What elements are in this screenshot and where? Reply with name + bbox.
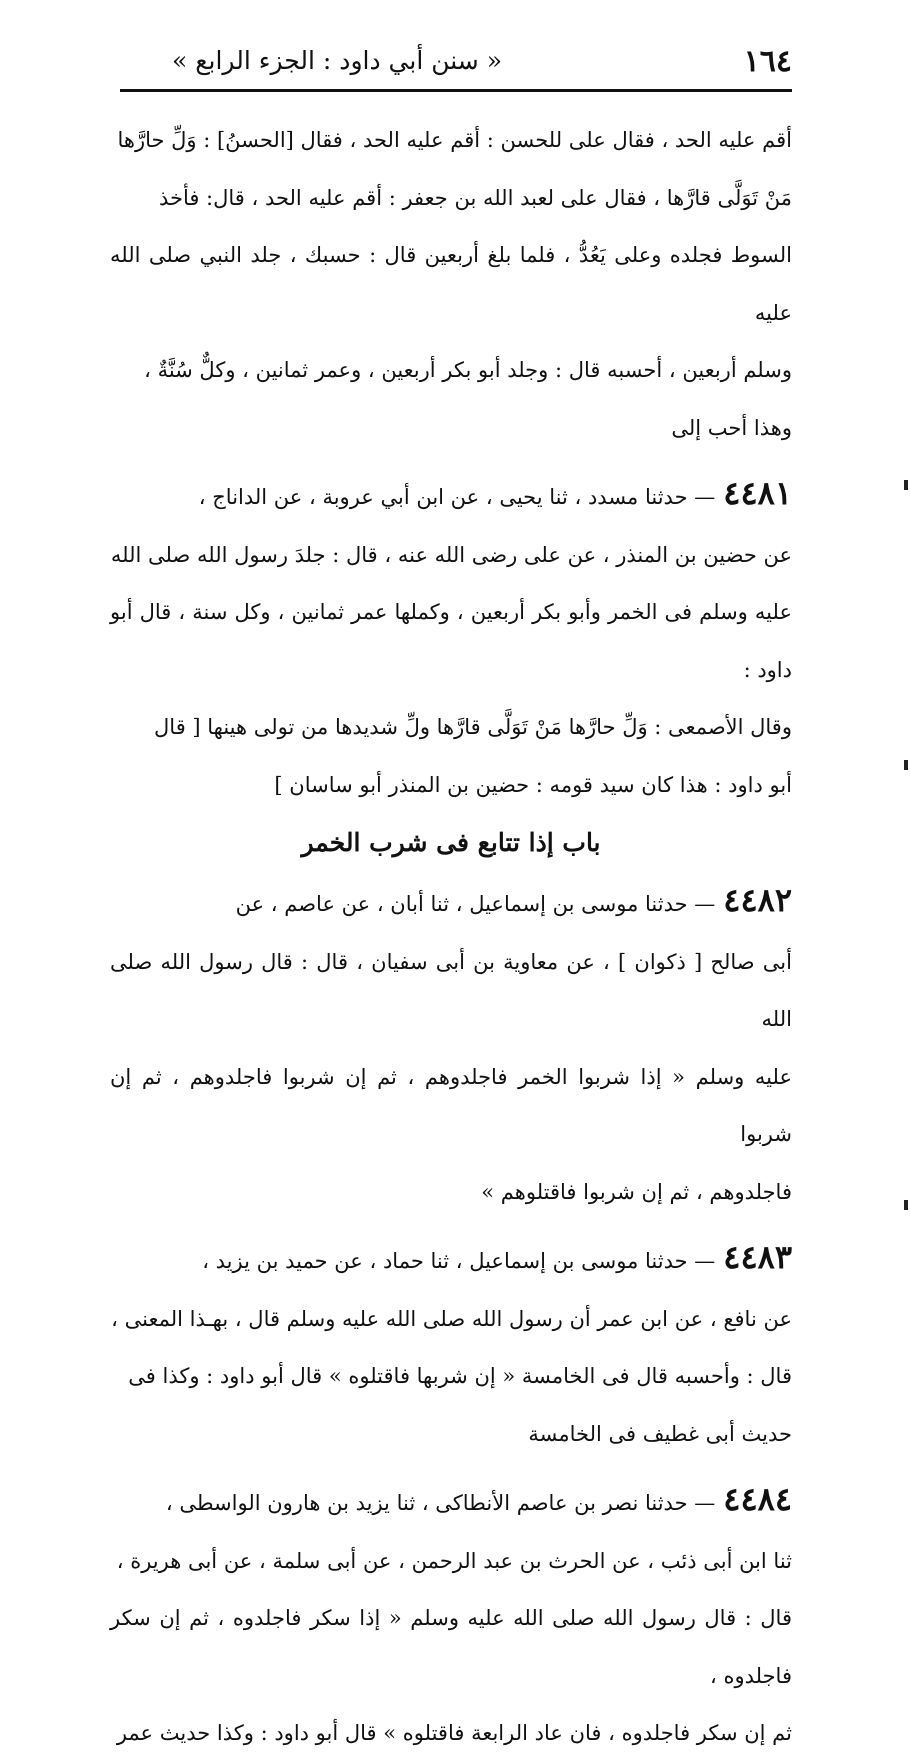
text-line: عليه وسلم « إذا شربوا الخمر فاجلدوهم ، ثم إن شربوا فاجلدوهم ، ثم إن شربوا (110, 1064, 792, 1146)
intro-passage (110, 112, 792, 457)
hadith-text: — حدثنا نصر بن عاصم الأنطاكى ، ثنا يزيد بن هارون الواسطى ، (165, 1491, 716, 1515)
text-line: أبو داود : هذا كان سيد قومه : حضين بن المنذر أبو ساسان ] (274, 772, 792, 797)
text-line: مَنْ تَوَلَّى قارَّها ، فقال على لعبد الله بن جعفر : أقم عليه الحد ، قال: فأخذ (158, 185, 792, 210)
text-line: عن حضين بن المنذر ، عن على رضى الله عنه ، قال : جلدَ رسول الله صلى الله (110, 542, 792, 567)
scan-margin-mark (904, 1200, 908, 1210)
body-text (110, 112, 792, 1763)
hadith-4481 (110, 465, 792, 814)
text-line: ثنا ابن أبى ذئب ، عن الحرث بن عبد الرحمن ، عن أبى سلمة ، عن أبى هريرة ، (116, 1548, 792, 1573)
text-line (110, 1229, 792, 1291)
page-header (120, 40, 792, 92)
text-line: وقال الأصمعى : وَلِّ حارَّها مَنْ تَوَلَّى قارَّها ولِّ شديدها من تولى هينها [ قال (154, 715, 792, 739)
text-line (110, 872, 792, 934)
text-line: عن نافع ، عن ابن عمر أن رسول الله صلى الله عليه وسلم قال ، بهـذا المعنى ، (111, 1306, 792, 1331)
scan-margin-mark (904, 760, 908, 770)
hadith-number: ٤٤٨٣ (723, 1238, 792, 1276)
text-line: حديث أبى غطيف فى الخامسة (528, 1421, 792, 1446)
hadith-number: ٤٤٨١ (723, 474, 792, 512)
text-line: ثم إن سكر فاجلدوه ، فان عاد الرابعة فاقتلوه » قال أبو داود : وكذا حديث عمر (116, 1721, 792, 1745)
text-line: فاجلدوهم ، ثم إن شربوا فاقتلوهم » (481, 1179, 792, 1204)
text-line: وهذا أحب إلى (671, 415, 792, 440)
text-line: وسلم أربعين ، أحسبه قال : وجلد أبو بكر أربعين ، وعمر ثمانين ، وكلٌّ سُنَّةٌ ، (144, 358, 792, 382)
text-line: السوط فجلده وعلى يَعُدُّ ، فلما بلغ أربعين قال : حسبك ، جلد النبي صلى الله عليه (110, 243, 792, 325)
hadith-number: ٤٤٨٢ (723, 881, 792, 919)
text-line (110, 465, 792, 527)
running-title: « سنن أبي داود : الجزء الرابع » (171, 46, 502, 75)
hadith-number: ٤٤٨٤ (723, 1480, 792, 1518)
chapter-title: باب إذا تتابع فى شرب الخمر (301, 828, 601, 857)
text-line: قال : وأحسبه قال فى الخامسة « إن شربها فاقتلوه » قال أبو داود : وكذا فى (128, 1364, 792, 1388)
hadith-4482 (110, 872, 792, 1221)
hadith-text: — حدثنا موسى بن إسماعيل ، ثنا أبان ، عن عاصم ، عن (235, 892, 716, 916)
header-rule (120, 89, 792, 92)
page-number: ١٦٤ (743, 44, 792, 79)
hadith-text: — حدثنا موسى بن إسماعيل ، ثنا حماد ، عن حميد بن يزيد ، (202, 1249, 716, 1273)
text-line: عليه وسلم فى الخمر وأبو بكر أربعين ، وكملها عمر ثمانين ، وكل سنة ، قال أبو داود : (110, 600, 792, 682)
hadith-text: — حدثنا مسدد ، ثنا يحيى ، عن ابن أبي عروبة ، عن الداناج ، (198, 485, 716, 509)
text-line: أقم عليه الحد ، فقال على للحسن : أقم عليه الحد ، فقال [الحسنُ] : وَلِّ حارَّها (117, 128, 792, 152)
text-line: قال : قال رسول الله صلى الله عليه وسلم « إذا سكر فاجلدوه ، ثم إن سكر فاجلدوه ، (110, 1606, 792, 1688)
text-line: أبى صالح [ ذكوان ] ، عن معاوية بن أبى سفيان ، قال : قال رسول الله صلى الله (110, 949, 792, 1031)
scan-margin-mark (904, 480, 908, 490)
hadith-4484 (110, 1471, 792, 1763)
text-line (110, 1471, 792, 1533)
hadith-4483 (110, 1229, 792, 1463)
